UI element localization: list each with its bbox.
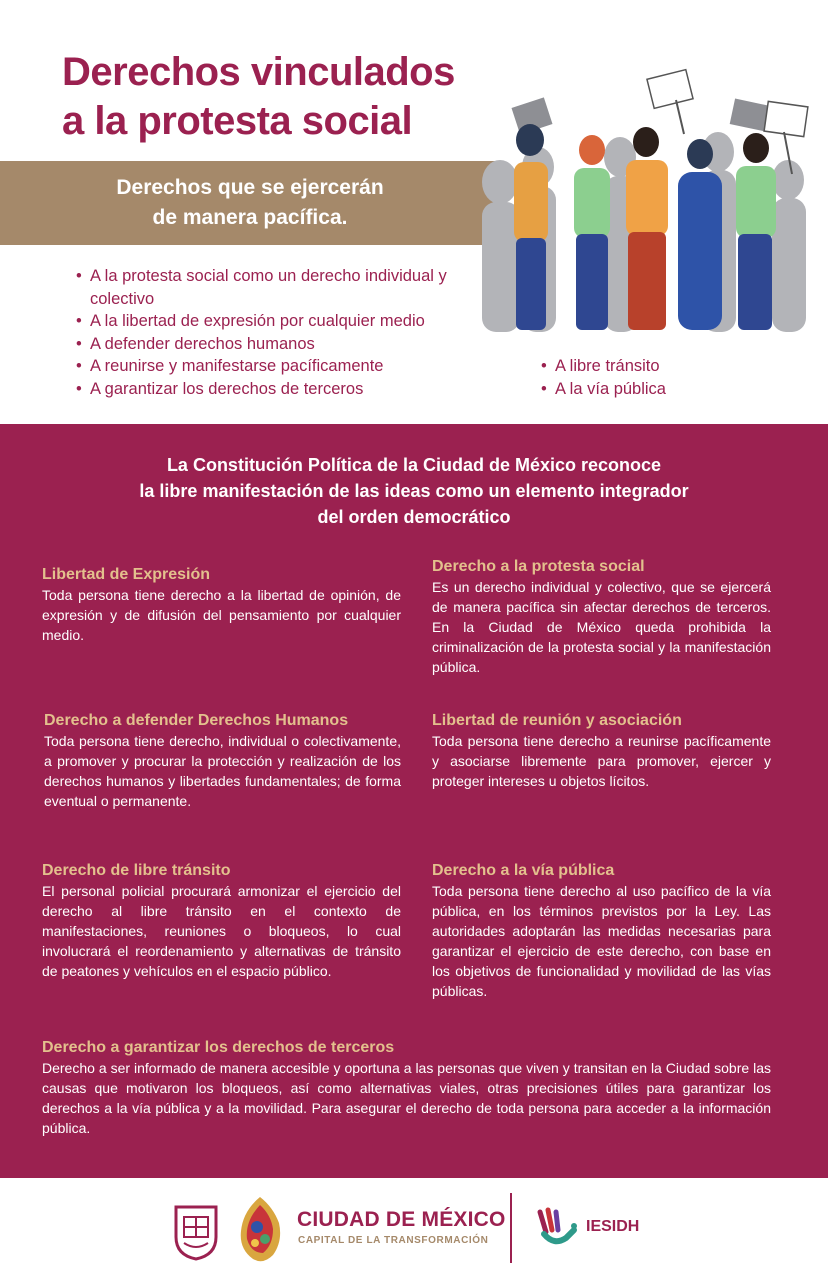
card-title: Libertad de Expresión [42,566,211,583]
card-body: El personal policial procurará armonizar el ejercicio del derecho al libre tránsito en el contexto de manifestaciones, reuniones o bloqueos, lo cual involucrará el reordenamiento y alternativas de tránsito de peatones y vehículos en el espacio público. [42,883,401,979]
list-item: • A garantizar los derechos de terceros [76,378,496,401]
city-name: CIUDAD DE MÉXICO [297,1208,506,1231]
band-line-1: Derechos que se ejercerán [116,176,384,199]
card-via-publica [432,860,771,1001]
title-line-2: a la protesta social [62,99,413,143]
card-derechos-terceros [42,1037,771,1138]
list-item: • A defender derechos humanos [76,333,496,356]
city-tagline: CAPITAL DE LA TRANSFORMACIÓN [298,1235,489,1246]
card-body: Toda persona tiene derecho al uso pacífico de la vía pública, en los términos previstos por la Ley. Las autoridades adoptarán las medidas necesarias para garantizar el ejercicio de este derecho, con base en los objetivos de funcionalidad y movilidad de las vías públicas. [432,883,771,999]
card-body: Es un derecho individual y colectivo, que se ejercerá de manera pacífica sin afectar derechos de terceros. En la Ciudad de México queda prohibida la criminalización de la protesta social y la manifestación pública. [432,579,771,675]
card-reunion-asociacion [432,710,771,791]
card-title: Libertad de reunión y asociación [432,712,682,729]
list-item: • A libre tránsito [541,355,801,378]
panel-heading [60,452,768,530]
title-line-1: Derechos vinculados [62,50,455,94]
cdmx-shield-logo [172,1203,220,1261]
card-title: Derecho a la vía pública [432,862,615,879]
card-title: Derecho a la protesta social [432,558,645,575]
band-line-2: de manera pacífica. [152,206,348,229]
list-item: • A la protesta social como un derecho individual y colectivo [76,265,496,310]
card-protesta-social [432,556,771,677]
list-item: • A reunirse y manifestarse pacíficamente [76,355,496,378]
panel-heading-line-1: La Constitución Política de la Ciudad de México reconoce [166,455,662,475]
rights-list-extra [541,355,801,400]
list-item: • A la vía pública [541,378,801,401]
page-title [62,48,502,146]
panel-heading-line-2: la libre manifestación de las ideas como un elemento integrador [139,481,689,501]
card-title: Derecho a garantizar los derechos de terceros [42,1039,395,1056]
card-defender-ddhh [44,710,401,811]
card-libre-transito [42,860,401,981]
institute-name: IESIDH [586,1218,640,1235]
list-item: • A la libertad de expresión por cualquier medio [76,310,496,333]
card-title: Derecho a defender Derechos Humanos [44,712,349,729]
band-subtitle [0,173,500,233]
protest-crowd-illustration [470,62,810,338]
card-body: Toda persona tiene derecho, individual o colectivamente, a promover y procurar la protección y realización de los derechos humanos y libertades fundamentales; de forma eventual o permanente. [44,733,401,809]
footer-divider [510,1193,512,1263]
card-title: Derecho de libre tránsito [42,862,231,879]
panel-heading-line-3: del orden democrático [317,507,511,527]
cdmx-emblem-logo [233,1193,287,1267]
rights-list [76,265,496,400]
card-libertad-expresion [42,564,401,645]
card-body: Derecho a ser informado de manera accesible y oportuna a las personas que viven y transitan en la Ciudad sobre las causas que motivaron los bloqueos, así como alternativas viales, otras precisiones útiles para garantizar los derechos a la vía pública y a la movilidad. Para asegurar el derecho de toda persona para acceder a la información pública. [42,1060,771,1136]
iesidh-hand-icon [536,1206,580,1248]
card-body: Toda persona tiene derecho a reunirse pacíficamente y asociarse libremente para promover, ejercer y proteger intereses u objetos lícitos. [432,733,771,789]
card-body: Toda persona tiene derecho a la libertad de opinión, de expresión y de difusión del pensamiento por cualquier medio. [42,587,401,643]
